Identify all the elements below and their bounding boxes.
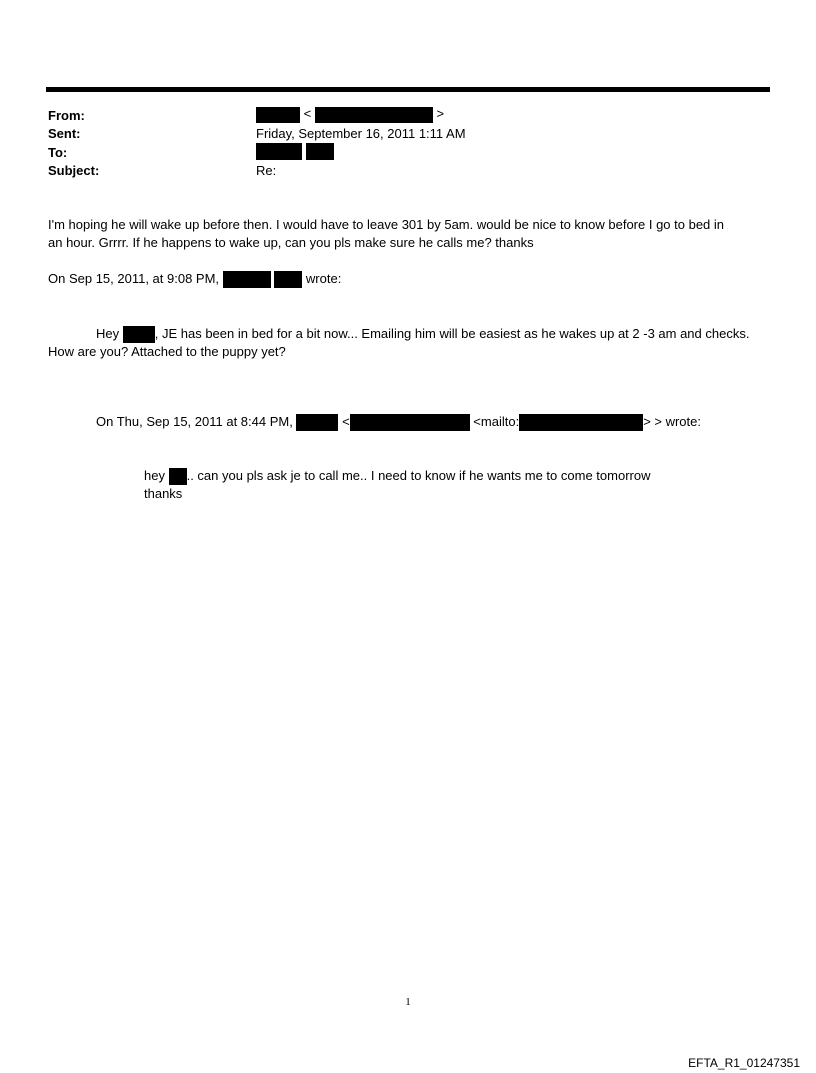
redaction-box (350, 414, 470, 431)
reply-1-line-1 (96, 325, 749, 343)
to-value (256, 143, 334, 160)
redaction-box (296, 414, 338, 431)
from-close-bracket: > (436, 106, 445, 121)
header-rule (46, 87, 770, 92)
quote-header-1-prefix: On Sep 15, 2011, at 9:08 PM, (48, 271, 220, 286)
message-hey: hey (144, 468, 165, 483)
redaction-box (256, 107, 300, 123)
subject-label: Subject: (48, 163, 100, 178)
quote-header-2-mailto: <mailto: (473, 414, 520, 429)
quote-header-1 (48, 270, 341, 288)
redaction-box (306, 143, 334, 160)
redaction-box (315, 107, 433, 123)
sent-label: Sent: (48, 126, 81, 141)
redaction-box (519, 414, 643, 431)
redaction-box (274, 271, 302, 288)
sent-value: Friday, September 16, 2011 1:11 AM (256, 126, 466, 141)
redaction-box (169, 468, 187, 485)
redaction-box (123, 326, 155, 343)
quote-header-2-prefix: On Thu, Sep 15, 2011 at 8:44 PM, (96, 414, 293, 429)
reply-1-rest: , JE has been in bed for a bit now... Emailing him will be easiest as he wakes up at 2 -3 am and checks. (154, 326, 750, 341)
from-open-bracket: < (303, 106, 312, 121)
subject-value: Re: (256, 163, 277, 178)
redaction-box (223, 271, 271, 288)
reply-1-line-2: How are you? Attached to the puppy yet? (48, 344, 286, 359)
from-label: From: (48, 108, 85, 123)
quote-header-2-suffix: > > wrote: (643, 414, 701, 429)
message-line-1 (144, 467, 650, 485)
message-rest: .. can you pls ask je to call me.. I need to know if he wants me to come tomorrow (186, 468, 651, 483)
to-label: To: (48, 145, 68, 160)
quote-header-2 (96, 413, 701, 431)
message-line-2: thanks (144, 486, 183, 501)
document-id: EFTA_R1_01247351 (688, 1056, 800, 1070)
redaction-box (256, 143, 302, 160)
quote-header-2-lt: < (342, 414, 350, 429)
page-number: 1 (405, 996, 411, 1008)
body-line-2: an hour. Grrrr. If he happens to wake up, can you pls make sure he calls me? thanks (48, 235, 534, 250)
body-line-1: I'm hoping he will wake up before then. I would have to leave 301 by 5am. would be nice to know before I go to bed in (48, 217, 725, 232)
reply-1-hey: Hey (96, 326, 120, 341)
from-value (256, 106, 444, 123)
quote-header-1-suffix: wrote: (305, 271, 342, 286)
